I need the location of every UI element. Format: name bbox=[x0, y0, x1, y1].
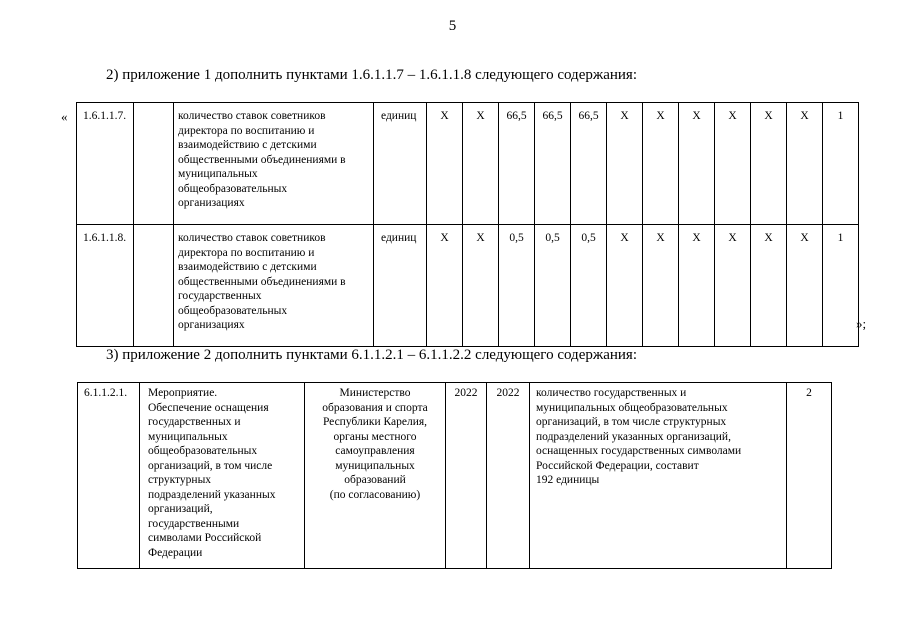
value-cell: 0,5 bbox=[571, 225, 607, 347]
appendix-2-table bbox=[77, 382, 832, 569]
row-code: 1.6.1.1.7. bbox=[77, 103, 134, 225]
value-cell: Х bbox=[787, 225, 823, 347]
paragraph-appendix-1: 2) приложение 1 дополнить пунктами 1.6.1.1.7 – 1.6.1.1.8 следующего содержания: bbox=[106, 67, 637, 83]
value-cell: Х bbox=[715, 103, 751, 225]
value-cell: Х bbox=[679, 225, 715, 347]
row-code: 6.1.1.2.1. bbox=[78, 383, 140, 569]
table-row bbox=[78, 383, 832, 569]
blank-cell bbox=[134, 225, 174, 347]
value-cell: Х bbox=[751, 103, 787, 225]
row-unit: единиц bbox=[374, 103, 427, 225]
value-cell: Х bbox=[607, 225, 643, 347]
value-cell: Х bbox=[715, 225, 751, 347]
value-cell: Х bbox=[607, 103, 643, 225]
indicator-value: 2 bbox=[787, 383, 832, 569]
value-cell: Х bbox=[427, 103, 463, 225]
row-unit: единиц bbox=[374, 225, 427, 347]
value-cell: 0,5 bbox=[535, 225, 571, 347]
page-number: 5 bbox=[448, 18, 457, 34]
opening-quote: « bbox=[61, 109, 68, 124]
year-start: 2022 bbox=[446, 383, 487, 569]
value-cell: 1 bbox=[823, 103, 859, 225]
blank-cell bbox=[134, 103, 174, 225]
table-row bbox=[77, 225, 859, 347]
closing-quote: »; bbox=[856, 316, 867, 331]
value-cell: Х bbox=[751, 225, 787, 347]
value-cell: Х bbox=[787, 103, 823, 225]
value-cell: Х bbox=[679, 103, 715, 225]
year-end: 2022 bbox=[487, 383, 530, 569]
responsible-organizations: Министерство образования и спорта Республики Карелия, органы местного самоуправления муниципальных образований (по согласованию) bbox=[305, 383, 446, 569]
value-cell: 66,5 bbox=[499, 103, 535, 225]
value-cell: 66,5 bbox=[535, 103, 571, 225]
value-cell: 66,5 bbox=[571, 103, 607, 225]
value-cell: Х bbox=[643, 103, 679, 225]
value-cell: Х bbox=[463, 225, 499, 347]
row-description: количество ставок советников директора по воспитанию и взаимодействию с детскими общественными объединениями в муниципальных общеобразовательных организациях bbox=[174, 103, 374, 225]
value-cell: 1 bbox=[823, 225, 859, 347]
row-code: 1.6.1.1.8. bbox=[77, 225, 134, 347]
value-cell: 0,5 bbox=[499, 225, 535, 347]
appendix-1-table bbox=[76, 102, 859, 347]
value-cell: Х bbox=[427, 225, 463, 347]
value-cell: Х bbox=[463, 103, 499, 225]
value-cell: Х bbox=[643, 225, 679, 347]
row-description: количество ставок советников директора по воспитанию и взаимодействию с детскими общественными объединениями в государственных общеобразовательных организациях bbox=[174, 225, 374, 347]
indicator-description: количество государственных и муниципальных общеобразовательных организаций, в том числе структурных подразделений указанных организаций, оснащенных государственных символами Российской Федерации, составит 192 единицы bbox=[530, 383, 787, 569]
event-name: Мероприятие. Обеспечение оснащения государственных и муниципальных общеобразовательных организаций, в том числе структурных подразделений указанных организаций, государственными символами Российской Федерации bbox=[140, 383, 305, 569]
paragraph-appendix-2: 3) приложение 2 дополнить пунктами 6.1.1.2.1 – 6.1.1.2.2 следующего содержания: bbox=[106, 347, 637, 363]
table-row bbox=[77, 103, 859, 225]
